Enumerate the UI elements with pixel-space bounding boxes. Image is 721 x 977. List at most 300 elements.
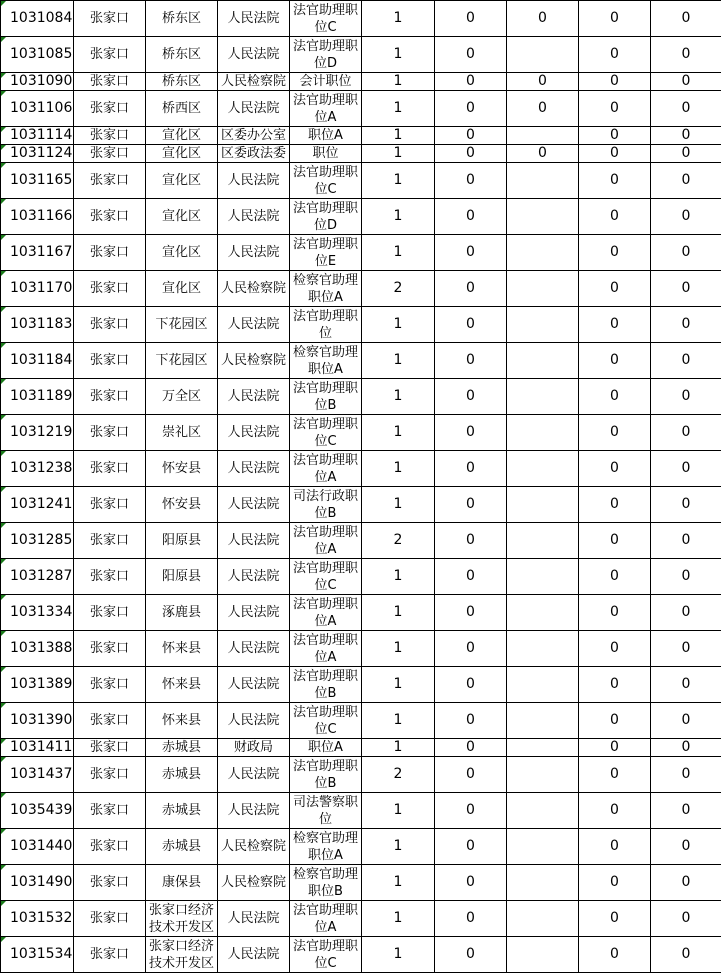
unit-cell[interactable]: 人民法院 xyxy=(218,523,290,559)
district-cell[interactable]: 怀来县 xyxy=(146,667,218,703)
count-col-1-cell[interactable]: 0 xyxy=(435,523,507,559)
count-col-3-cell[interactable]: 0 xyxy=(579,73,651,91)
position-cell[interactable]: 法官助理职位D xyxy=(290,37,362,73)
count-col-2-cell[interactable] xyxy=(507,307,579,343)
count-col-2-cell[interactable]: 0 xyxy=(507,1,579,37)
position-cell[interactable]: 司法警察职位 xyxy=(290,793,362,829)
city-cell[interactable]: 张家口 xyxy=(74,667,146,703)
count-col-1-cell[interactable]: 0 xyxy=(435,37,507,73)
recruit-count-cell[interactable]: 1 xyxy=(362,307,435,343)
district-cell[interactable]: 赤城县 xyxy=(146,757,218,793)
recruit-count-cell[interactable]: 1 xyxy=(362,865,435,901)
recruit-count-cell[interactable]: 1 xyxy=(362,1,435,37)
count-col-1-cell[interactable]: 0 xyxy=(435,937,507,973)
count-col-3-cell[interactable]: 0 xyxy=(579,793,651,829)
position-cell[interactable]: 法官助理职位B xyxy=(290,757,362,793)
table-row xyxy=(1,793,721,829)
recruit-count-cell[interactable]: 1 xyxy=(362,415,435,451)
district-cell[interactable]: 张家口经济技术开发区 xyxy=(146,937,218,973)
count-col-3-cell[interactable]: 0 xyxy=(579,595,651,631)
position-cell[interactable]: 法官助理职位C xyxy=(290,559,362,595)
code-cell[interactable]: 1031166 xyxy=(1,199,74,235)
position-cell[interactable]: 法官助理职位B xyxy=(290,667,362,703)
count-col-4-cell[interactable]: 0 xyxy=(651,559,721,595)
district-cell[interactable]: 桥东区 xyxy=(146,1,218,37)
position-cell[interactable]: 职位A xyxy=(290,127,362,145)
code-cell[interactable]: 1031183 xyxy=(1,307,74,343)
count-col-2-cell[interactable] xyxy=(507,451,579,487)
count-col-2-cell[interactable] xyxy=(507,559,579,595)
count-col-4-cell[interactable]: 0 xyxy=(651,451,721,487)
count-col-3-cell[interactable]: 0 xyxy=(579,199,651,235)
city-cell[interactable]: 张家口 xyxy=(74,487,146,523)
count-col-4-cell[interactable]: 0 xyxy=(651,163,721,199)
district-cell[interactable]: 崇礼区 xyxy=(146,415,218,451)
code-cell[interactable]: 1031085 xyxy=(1,37,74,73)
recruit-count-cell[interactable]: 1 xyxy=(362,901,435,937)
position-cell[interactable]: 检察官助理职位B xyxy=(290,865,362,901)
count-col-2-cell[interactable] xyxy=(507,37,579,73)
count-col-2-cell[interactable] xyxy=(507,523,579,559)
unit-cell[interactable]: 人民法院 xyxy=(218,91,290,127)
count-col-2-cell[interactable] xyxy=(507,163,579,199)
count-col-4-cell[interactable]: 0 xyxy=(651,37,721,73)
table-row xyxy=(1,595,721,631)
recruit-count-cell[interactable]: 1 xyxy=(362,235,435,271)
unit-cell[interactable]: 人民法院 xyxy=(218,793,290,829)
count-col-4-cell[interactable]: 0 xyxy=(651,127,721,145)
code-cell[interactable]: 1031532 xyxy=(1,901,74,937)
count-col-2-cell[interactable] xyxy=(507,487,579,523)
district-cell[interactable]: 桥西区 xyxy=(146,91,218,127)
count-col-4-cell[interactable]: 0 xyxy=(651,829,721,865)
recruit-count-cell[interactable]: 1 xyxy=(362,667,435,703)
code-cell[interactable]: 1031389 xyxy=(1,667,74,703)
district-cell[interactable]: 张家口经济技术开发区 xyxy=(146,901,218,937)
count-col-4-cell[interactable]: 0 xyxy=(651,631,721,667)
table-row xyxy=(1,235,721,271)
city-cell[interactable]: 张家口 xyxy=(74,1,146,37)
count-col-1-cell[interactable]: 0 xyxy=(435,757,507,793)
count-col-3-cell[interactable]: 0 xyxy=(579,145,651,163)
code-cell[interactable]: 1031167 xyxy=(1,235,74,271)
count-col-3-cell[interactable]: 0 xyxy=(579,757,651,793)
city-cell[interactable]: 张家口 xyxy=(74,343,146,379)
unit-cell[interactable]: 人民法院 xyxy=(218,415,290,451)
count-col-3-cell[interactable]: 0 xyxy=(579,901,651,937)
unit-cell[interactable]: 人民法院 xyxy=(218,703,290,739)
count-col-3-cell[interactable]: 0 xyxy=(579,937,651,973)
code-cell[interactable]: 1031165 xyxy=(1,163,74,199)
code-cell[interactable]: 1031219 xyxy=(1,415,74,451)
count-col-4-cell[interactable]: 0 xyxy=(651,91,721,127)
recruit-count-cell[interactable]: 1 xyxy=(362,343,435,379)
count-col-2-cell[interactable]: 0 xyxy=(507,73,579,91)
city-cell[interactable]: 张家口 xyxy=(74,91,146,127)
count-col-4-cell[interactable]: 0 xyxy=(651,379,721,415)
recruit-count-cell[interactable]: 1 xyxy=(362,145,435,163)
count-col-2-cell[interactable] xyxy=(507,667,579,703)
unit-cell[interactable]: 区委政法委 xyxy=(218,145,290,163)
unit-cell[interactable]: 人民法院 xyxy=(218,757,290,793)
recruit-count-cell[interactable]: 1 xyxy=(362,703,435,739)
count-col-3-cell[interactable]: 0 xyxy=(579,487,651,523)
unit-cell[interactable]: 人民法院 xyxy=(218,487,290,523)
city-cell[interactable]: 张家口 xyxy=(74,145,146,163)
city-cell[interactable]: 张家口 xyxy=(74,271,146,307)
unit-cell[interactable]: 人民法院 xyxy=(218,235,290,271)
count-col-4-cell[interactable]: 0 xyxy=(651,235,721,271)
city-cell[interactable]: 张家口 xyxy=(74,901,146,937)
unit-cell[interactable]: 人民检察院 xyxy=(218,73,290,91)
district-cell[interactable]: 涿鹿县 xyxy=(146,595,218,631)
count-col-4-cell[interactable]: 0 xyxy=(651,73,721,91)
count-col-4-cell[interactable]: 0 xyxy=(651,343,721,379)
count-col-2-cell[interactable] xyxy=(507,415,579,451)
count-col-4-cell[interactable]: 0 xyxy=(651,901,721,937)
count-col-1-cell[interactable]: 0 xyxy=(435,271,507,307)
count-col-1-cell[interactable]: 0 xyxy=(435,901,507,937)
unit-cell[interactable]: 人民法院 xyxy=(218,163,290,199)
district-cell[interactable]: 怀来县 xyxy=(146,703,218,739)
code-cell[interactable]: 1031437 xyxy=(1,757,74,793)
position-cell[interactable]: 法官助理职位C xyxy=(290,703,362,739)
count-col-3-cell[interactable]: 0 xyxy=(579,523,651,559)
count-col-2-cell[interactable] xyxy=(507,703,579,739)
count-col-3-cell[interactable]: 0 xyxy=(579,379,651,415)
count-col-1-cell[interactable]: 0 xyxy=(435,703,507,739)
district-cell[interactable]: 宣化区 xyxy=(146,145,218,163)
code-cell[interactable]: 1031411 xyxy=(1,739,74,757)
district-cell[interactable]: 赤城县 xyxy=(146,829,218,865)
count-col-1-cell[interactable]: 0 xyxy=(435,343,507,379)
district-cell[interactable]: 宣化区 xyxy=(146,163,218,199)
position-cell[interactable]: 法官助理职位D xyxy=(290,199,362,235)
district-cell[interactable]: 宣化区 xyxy=(146,199,218,235)
count-col-1-cell[interactable]: 0 xyxy=(435,127,507,145)
position-cell[interactable]: 法官助理职位 xyxy=(290,307,362,343)
count-col-2-cell[interactable] xyxy=(507,937,579,973)
position-cell[interactable]: 司法行政职位B xyxy=(290,487,362,523)
count-col-1-cell[interactable]: 0 xyxy=(435,199,507,235)
count-col-1-cell[interactable]: 0 xyxy=(435,415,507,451)
count-col-3-cell[interactable]: 0 xyxy=(579,1,651,37)
code-cell[interactable]: 1031440 xyxy=(1,829,74,865)
recruit-count-cell[interactable]: 1 xyxy=(362,829,435,865)
district-cell[interactable]: 宣化区 xyxy=(146,235,218,271)
count-col-3-cell[interactable]: 0 xyxy=(579,865,651,901)
city-cell[interactable]: 张家口 xyxy=(74,73,146,91)
position-cell[interactable]: 法官助理职位C xyxy=(290,415,362,451)
city-cell[interactable]: 张家口 xyxy=(74,163,146,199)
count-col-4-cell[interactable]: 0 xyxy=(651,1,721,37)
count-col-2-cell[interactable] xyxy=(507,829,579,865)
count-col-3-cell[interactable]: 0 xyxy=(579,829,651,865)
recruit-count-cell[interactable]: 1 xyxy=(362,199,435,235)
count-col-2-cell[interactable] xyxy=(507,199,579,235)
count-col-3-cell[interactable]: 0 xyxy=(579,415,651,451)
count-col-2-cell[interactable] xyxy=(507,127,579,145)
position-cell[interactable]: 法官助理职位A xyxy=(290,901,362,937)
city-cell[interactable]: 张家口 xyxy=(74,415,146,451)
recruit-count-cell[interactable]: 2 xyxy=(362,757,435,793)
count-col-3-cell[interactable]: 0 xyxy=(579,739,651,757)
recruit-count-cell[interactable]: 1 xyxy=(362,793,435,829)
recruit-count-cell[interactable]: 1 xyxy=(362,559,435,595)
count-col-3-cell[interactable]: 0 xyxy=(579,451,651,487)
code-cell[interactable]: 1031170 xyxy=(1,271,74,307)
count-col-3-cell[interactable]: 0 xyxy=(579,667,651,703)
city-cell[interactable]: 张家口 xyxy=(74,703,146,739)
unit-cell[interactable]: 人民检察院 xyxy=(218,829,290,865)
recruit-count-cell[interactable]: 1 xyxy=(362,73,435,91)
unit-cell[interactable]: 人民检察院 xyxy=(218,343,290,379)
count-col-4-cell[interactable]: 0 xyxy=(651,667,721,703)
count-col-1-cell[interactable]: 0 xyxy=(435,631,507,667)
count-col-3-cell[interactable]: 0 xyxy=(579,91,651,127)
district-cell[interactable]: 赤城县 xyxy=(146,793,218,829)
count-col-4-cell[interactable]: 0 xyxy=(651,487,721,523)
count-col-1-cell[interactable]: 0 xyxy=(435,73,507,91)
count-col-1-cell[interactable]: 0 xyxy=(435,487,507,523)
count-col-3-cell[interactable]: 0 xyxy=(579,127,651,145)
count-col-3-cell[interactable]: 0 xyxy=(579,703,651,739)
recruit-count-cell[interactable]: 1 xyxy=(362,631,435,667)
unit-cell[interactable]: 人民法院 xyxy=(218,937,290,973)
count-col-3-cell[interactable]: 0 xyxy=(579,631,651,667)
count-col-1-cell[interactable]: 0 xyxy=(435,865,507,901)
table-row xyxy=(1,163,721,199)
count-col-1-cell[interactable]: 0 xyxy=(435,307,507,343)
position-cell[interactable]: 检察官助理职位A xyxy=(290,829,362,865)
count-col-1-cell[interactable]: 0 xyxy=(435,91,507,127)
recruit-count-cell[interactable]: 1 xyxy=(362,451,435,487)
unit-cell[interactable]: 财政局 xyxy=(218,739,290,757)
count-col-2-cell[interactable]: 0 xyxy=(507,91,579,127)
city-cell[interactable]: 张家口 xyxy=(74,379,146,415)
count-col-2-cell[interactable] xyxy=(507,235,579,271)
table-row xyxy=(1,91,721,127)
table-row xyxy=(1,307,721,343)
position-cell[interactable]: 职位A xyxy=(290,739,362,757)
unit-cell[interactable]: 人民法院 xyxy=(218,1,290,37)
code-cell[interactable]: 1031084 xyxy=(1,1,74,37)
count-col-1-cell[interactable]: 0 xyxy=(435,451,507,487)
count-col-2-cell[interactable] xyxy=(507,865,579,901)
city-cell[interactable]: 张家口 xyxy=(74,199,146,235)
unit-cell[interactable]: 人民法院 xyxy=(218,667,290,703)
unit-cell[interactable]: 人民法院 xyxy=(218,595,290,631)
code-cell[interactable]: 1031184 xyxy=(1,343,74,379)
count-col-1-cell[interactable]: 0 xyxy=(435,793,507,829)
code-cell[interactable]: 1031490 xyxy=(1,865,74,901)
code-cell[interactable]: 1031189 xyxy=(1,379,74,415)
count-col-1-cell[interactable]: 0 xyxy=(435,1,507,37)
position-cell[interactable]: 法官助理职位B xyxy=(290,379,362,415)
count-col-2-cell[interactable] xyxy=(507,739,579,757)
district-cell[interactable]: 下花园区 xyxy=(146,343,218,379)
unit-cell[interactable]: 人民检察院 xyxy=(218,865,290,901)
code-cell[interactable]: 1031534 xyxy=(1,937,74,973)
count-col-2-cell[interactable] xyxy=(507,379,579,415)
unit-cell[interactable]: 人民法院 xyxy=(218,199,290,235)
count-col-1-cell[interactable]: 0 xyxy=(435,379,507,415)
recruit-count-cell[interactable]: 1 xyxy=(362,595,435,631)
code-cell[interactable]: 1031114 xyxy=(1,127,74,145)
recruit-count-cell[interactable]: 1 xyxy=(362,937,435,973)
position-cell[interactable]: 法官助理职位C xyxy=(290,937,362,973)
unit-cell[interactable]: 人民法院 xyxy=(218,307,290,343)
count-col-4-cell[interactable]: 0 xyxy=(651,739,721,757)
city-cell[interactable]: 张家口 xyxy=(74,757,146,793)
district-cell[interactable]: 怀来县 xyxy=(146,631,218,667)
count-col-3-cell[interactable]: 0 xyxy=(579,271,651,307)
district-cell[interactable]: 怀安县 xyxy=(146,451,218,487)
district-cell[interactable]: 怀安县 xyxy=(146,487,218,523)
position-cell[interactable]: 检察官助理职位A xyxy=(290,343,362,379)
code-cell[interactable]: 1031090 xyxy=(1,73,74,91)
code-cell[interactable]: 1031390 xyxy=(1,703,74,739)
count-col-2-cell[interactable] xyxy=(507,595,579,631)
recruit-count-cell[interactable]: 1 xyxy=(362,379,435,415)
count-col-1-cell[interactable]: 0 xyxy=(435,595,507,631)
code-cell[interactable]: 1031124 xyxy=(1,145,74,163)
code-cell[interactable]: 1031334 xyxy=(1,595,74,631)
position-cell[interactable]: 法官助理职位E xyxy=(290,235,362,271)
unit-cell[interactable]: 人民法院 xyxy=(218,559,290,595)
count-col-4-cell[interactable]: 0 xyxy=(651,595,721,631)
count-col-1-cell[interactable]: 0 xyxy=(435,235,507,271)
recruit-count-cell[interactable]: 1 xyxy=(362,91,435,127)
unit-cell[interactable]: 人民检察院 xyxy=(218,271,290,307)
count-col-2-cell[interactable] xyxy=(507,631,579,667)
city-cell[interactable]: 张家口 xyxy=(74,829,146,865)
recruit-count-cell[interactable]: 2 xyxy=(362,523,435,559)
city-cell[interactable]: 张家口 xyxy=(74,937,146,973)
city-cell[interactable]: 张家口 xyxy=(74,307,146,343)
code-cell[interactable]: 1031388 xyxy=(1,631,74,667)
count-col-4-cell[interactable]: 0 xyxy=(651,307,721,343)
count-col-2-cell[interactable]: 0 xyxy=(507,145,579,163)
count-col-1-cell[interactable]: 0 xyxy=(435,829,507,865)
table-row xyxy=(1,127,721,145)
unit-cell[interactable]: 人民法院 xyxy=(218,451,290,487)
count-col-1-cell[interactable]: 0 xyxy=(435,163,507,199)
recruit-count-cell[interactable]: 1 xyxy=(362,487,435,523)
unit-cell[interactable]: 区委办公室 xyxy=(218,127,290,145)
city-cell[interactable]: 张家口 xyxy=(74,127,146,145)
district-cell[interactable]: 阳原县 xyxy=(146,523,218,559)
count-col-2-cell[interactable] xyxy=(507,343,579,379)
count-col-1-cell[interactable]: 0 xyxy=(435,739,507,757)
count-col-4-cell[interactable]: 0 xyxy=(651,199,721,235)
city-cell[interactable]: 张家口 xyxy=(74,865,146,901)
recruit-count-cell[interactable]: 1 xyxy=(362,127,435,145)
code-cell[interactable]: 1035439 xyxy=(1,793,74,829)
count-col-3-cell[interactable]: 0 xyxy=(579,163,651,199)
count-col-4-cell[interactable]: 0 xyxy=(651,793,721,829)
count-col-2-cell[interactable] xyxy=(507,901,579,937)
position-cell[interactable]: 法官助理职位C xyxy=(290,1,362,37)
unit-cell[interactable]: 人民法院 xyxy=(218,901,290,937)
city-cell[interactable]: 张家口 xyxy=(74,451,146,487)
count-col-3-cell[interactable]: 0 xyxy=(579,559,651,595)
district-cell[interactable]: 康保县 xyxy=(146,865,218,901)
code-cell[interactable]: 1031241 xyxy=(1,487,74,523)
count-col-1-cell[interactable]: 0 xyxy=(435,667,507,703)
unit-cell[interactable]: 人民法院 xyxy=(218,37,290,73)
district-cell[interactable]: 宣化区 xyxy=(146,271,218,307)
district-cell[interactable]: 宣化区 xyxy=(146,127,218,145)
table-row xyxy=(1,631,721,667)
count-col-1-cell[interactable]: 0 xyxy=(435,559,507,595)
city-cell[interactable]: 张家口 xyxy=(74,595,146,631)
count-col-4-cell[interactable]: 0 xyxy=(651,703,721,739)
position-cell[interactable]: 法官助理职位A xyxy=(290,523,362,559)
recruit-count-cell[interactable]: 2 xyxy=(362,271,435,307)
district-cell[interactable]: 下花园区 xyxy=(146,307,218,343)
district-cell[interactable]: 阳原县 xyxy=(146,559,218,595)
position-cell[interactable]: 法官助理职位A xyxy=(290,595,362,631)
district-cell[interactable]: 赤城县 xyxy=(146,739,218,757)
position-cell[interactable]: 法官助理职位C xyxy=(290,163,362,199)
unit-cell[interactable]: 人民法院 xyxy=(218,379,290,415)
count-col-3-cell[interactable]: 0 xyxy=(579,37,651,73)
count-col-4-cell[interactable]: 0 xyxy=(651,523,721,559)
count-col-4-cell[interactable]: 0 xyxy=(651,145,721,163)
district-cell[interactable]: 桥东区 xyxy=(146,73,218,91)
count-col-4-cell[interactable]: 0 xyxy=(651,415,721,451)
count-col-1-cell[interactable]: 0 xyxy=(435,145,507,163)
code-cell[interactable]: 1031238 xyxy=(1,451,74,487)
code-cell[interactable]: 1031287 xyxy=(1,559,74,595)
city-cell[interactable]: 张家口 xyxy=(74,235,146,271)
recruit-count-cell[interactable]: 1 xyxy=(362,163,435,199)
position-cell[interactable]: 法官助理职位A xyxy=(290,91,362,127)
count-col-2-cell[interactable] xyxy=(507,757,579,793)
table-row xyxy=(1,703,721,739)
code-cell[interactable]: 1031285 xyxy=(1,523,74,559)
unit-cell[interactable]: 人民法院 xyxy=(218,631,290,667)
district-cell[interactable]: 桥东区 xyxy=(146,37,218,73)
count-col-4-cell[interactable]: 0 xyxy=(651,865,721,901)
count-col-2-cell[interactable] xyxy=(507,271,579,307)
city-cell[interactable]: 张家口 xyxy=(74,523,146,559)
district-cell[interactable]: 万全区 xyxy=(146,379,218,415)
code-cell[interactable]: 1031106 xyxy=(1,91,74,127)
recruit-count-cell[interactable]: 1 xyxy=(362,739,435,757)
count-col-4-cell[interactable]: 0 xyxy=(651,757,721,793)
recruit-count-cell[interactable]: 1 xyxy=(362,37,435,73)
position-cell[interactable]: 法官助理职位A xyxy=(290,451,362,487)
count-col-4-cell[interactable]: 0 xyxy=(651,937,721,973)
city-cell[interactable]: 张家口 xyxy=(74,631,146,667)
city-cell[interactable]: 张家口 xyxy=(74,559,146,595)
table-row xyxy=(1,73,721,91)
count-col-3-cell[interactable]: 0 xyxy=(579,343,651,379)
city-cell[interactable]: 张家口 xyxy=(74,739,146,757)
city-cell[interactable]: 张家口 xyxy=(74,37,146,73)
position-cell[interactable]: 法官助理职位A xyxy=(290,631,362,667)
count-col-3-cell[interactable]: 0 xyxy=(579,235,651,271)
position-cell[interactable]: 检察官助理职位A xyxy=(290,271,362,307)
count-col-4-cell[interactable]: 0 xyxy=(651,271,721,307)
city-cell[interactable]: 张家口 xyxy=(74,793,146,829)
position-cell[interactable]: 会计职位 xyxy=(290,73,362,91)
count-col-2-cell[interactable] xyxy=(507,793,579,829)
count-col-3-cell[interactable]: 0 xyxy=(579,307,651,343)
position-cell[interactable]: 职位 xyxy=(290,145,362,163)
